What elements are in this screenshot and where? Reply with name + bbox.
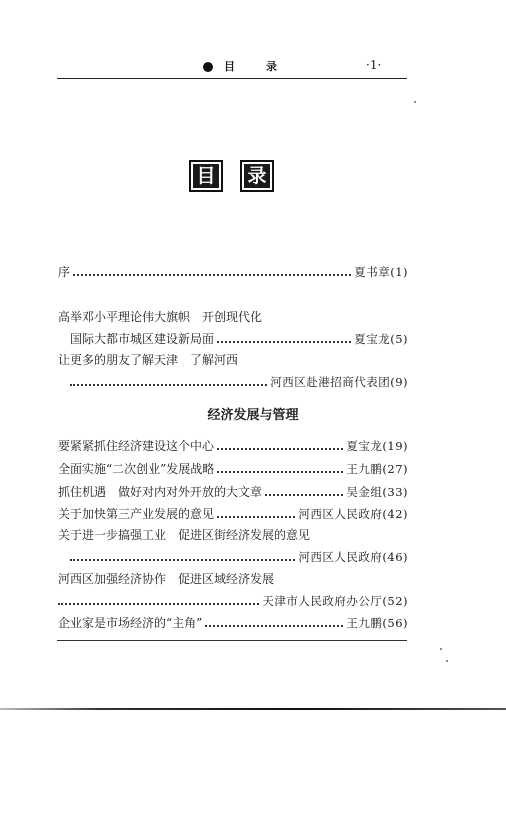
toc-entry-5[interactable] <box>58 483 408 501</box>
toc-entry-6[interactable] <box>58 505 408 523</box>
title-box-2 <box>240 160 274 192</box>
toc-entry-title: 企业家是市场经济的“主角” <box>58 616 203 630</box>
leader-dots <box>73 274 351 276</box>
toc-entry-author: 天津市人民政府办公厅(52) <box>262 594 408 608</box>
toc-entry-1[interactable] <box>70 330 408 348</box>
toc-entry-author: 夏宝龙(19) <box>346 439 408 453</box>
toc-entry-author: 夏书章(1) <box>354 265 408 279</box>
leader-dots <box>205 625 343 627</box>
leader-dots <box>58 603 259 605</box>
toc-entry-2[interactable] <box>70 373 408 391</box>
toc-entry-7-line1[interactable]: 关于进一步搞强工业 促进区街经济发展的意见 <box>58 528 311 542</box>
toc-entry-1-line1[interactable]: 高举邓小平理论伟大旗帜 开创现代化 <box>58 310 263 324</box>
toc-entry-author: 王九鹏(56) <box>346 616 408 630</box>
leader-dots <box>217 341 351 343</box>
page-number: ·1· <box>366 58 382 72</box>
leader-dots <box>265 494 343 496</box>
toc-entry-author: 夏宝龙(5) <box>354 332 408 346</box>
title-box-1 <box>189 160 223 192</box>
scan-speck <box>414 101 416 103</box>
toc-entry-7[interactable] <box>70 548 408 566</box>
toc-entry-9[interactable] <box>58 614 408 632</box>
running-header-title: 目 录 <box>224 60 287 73</box>
leader-dots <box>217 448 343 450</box>
section-heading: 经济发展与管理 <box>207 408 299 423</box>
toc-entry-8[interactable] <box>58 592 408 610</box>
toc-entry-title: 全面实施“二次创业”发展战略 <box>58 462 215 476</box>
toc-entry-author: 河西区赴港招商代表团(9) <box>270 375 408 389</box>
toc-entry-4[interactable] <box>58 460 408 478</box>
toc-entry-author: 河西区人民政府(42) <box>298 507 408 521</box>
toc-entry-author: 河西区人民政府(46) <box>298 550 408 564</box>
title-char-2: 录 <box>244 164 270 188</box>
scan-edge-line <box>0 708 506 710</box>
toc-entry-title: 关于加快第三产业发展的意见 <box>58 507 215 521</box>
toc-entry-title: 国际大都市城区建设新局面 <box>70 332 215 346</box>
scan-speck <box>440 648 442 650</box>
leader-dots <box>70 384 267 386</box>
toc-entry-8-line1[interactable]: 河西区加强经济协作 促进区域经济发展 <box>58 572 275 586</box>
footer-rule <box>57 640 407 641</box>
toc-entry-title: 序 <box>58 265 71 279</box>
header-bullet <box>203 62 213 72</box>
toc-entry-2-line1[interactable]: 让更多的朋友了解天津 了解河西 <box>58 353 239 367</box>
title-char-1: 目 <box>193 164 219 188</box>
toc-entry-title: 抓住机遇 做好对内对外开放的大文章 <box>58 485 263 499</box>
leader-dots <box>217 471 343 473</box>
header-rule <box>57 78 407 79</box>
toc-entry-title: 要紧紧抓住经济建设这个中心 <box>58 439 215 453</box>
toc-entry-preface[interactable] <box>58 263 408 281</box>
leader-dots <box>217 516 295 518</box>
toc-entry-author: 吴金组(33) <box>346 485 408 499</box>
scan-speck <box>446 660 448 662</box>
toc-entry-3[interactable] <box>58 437 408 455</box>
leader-dots <box>70 559 295 561</box>
toc-entry-author: 王九鹏(27) <box>346 462 408 476</box>
